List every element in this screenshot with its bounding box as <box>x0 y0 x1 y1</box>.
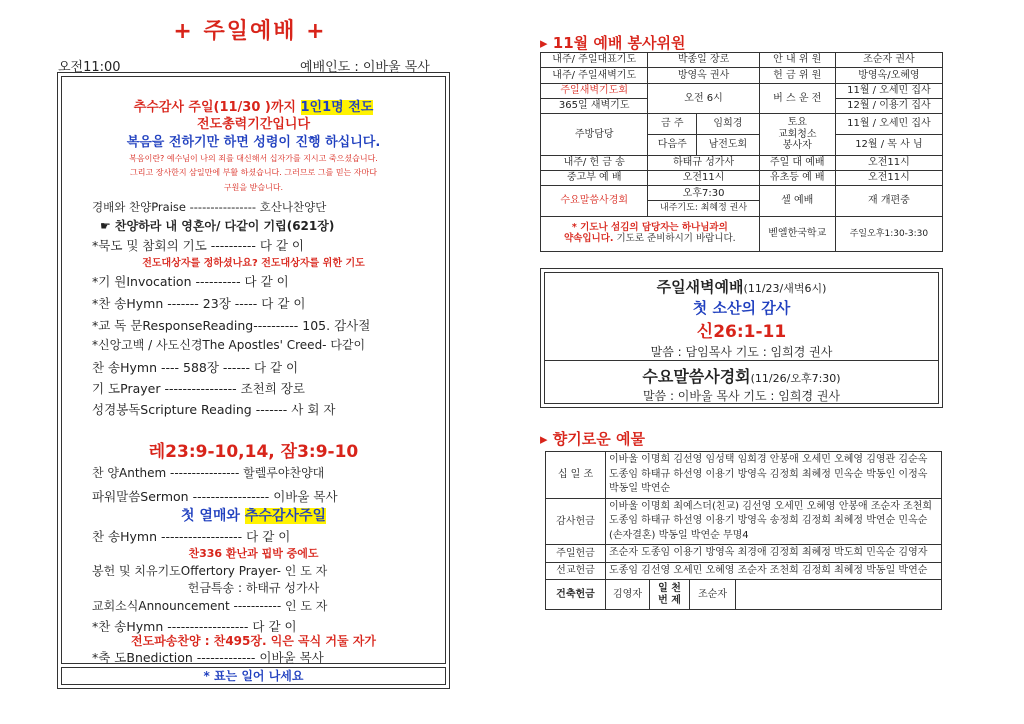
table-row <box>541 53 943 68</box>
table-cell: 조순자 도종임 이용기 방영옥 최경애 김정희 최혜정 박도희 민옥순 김영자 <box>606 545 942 563</box>
wed-title: 수요말씀사경회 <box>642 367 751 386</box>
order-scripture-reading: 성경봉독Scripture Reading ------- 사 회 자 <box>92 402 336 417</box>
table-cell: 주일새벽기도회 <box>541 83 648 98</box>
table-row <box>546 545 942 563</box>
table-cell: 안 내 위 원 <box>759 53 835 68</box>
dawn-title-sub: (11/23/새벽6시) <box>743 282 827 295</box>
dawn-credit: 말씀 : 담임목사 기도 : 임희경 권사 <box>650 345 833 359</box>
order-prayer: 기 도Prayer ---------------- 조천희 장로 <box>92 381 305 396</box>
table-cell: 365일 새벽기도 <box>541 98 648 113</box>
table-cell: 중고부 예 배 <box>541 170 648 185</box>
announce-line-1a: 추수감사 주일(11/30 )까지 <box>133 100 301 115</box>
table-cell: 내주기도: 최혜정 권사 <box>648 201 759 216</box>
table-cell: 수요말씀사경회 <box>541 186 648 217</box>
special-song: 헌금특송 : 하태규 성가사 <box>187 581 320 595</box>
table-cell: 도종임 김선영 오세민 오혜영 조순자 조천희 김정희 최혜정 박동일 박연순 <box>606 562 942 580</box>
order-announcement: 교회소식Announcement ----------- 인 도 자 <box>92 599 328 613</box>
table-row <box>541 186 943 201</box>
order-creed: *신앙고백 / 사도신경The Apostles' Creed- 다같이 <box>92 338 366 352</box>
table-cell: 벧엘한국학교 <box>759 216 835 251</box>
dawn-verse: 신26:1-11 <box>696 322 787 342</box>
note-line-2b: 기도로 준비하시기 바랍니다. <box>613 232 736 244</box>
table-cell: 주방담당 <box>541 114 648 156</box>
table-cell: 주일오후1:30-3:30 <box>835 216 942 251</box>
note-line-2a: 약속입니다. <box>563 232 614 244</box>
dawn-divider <box>544 360 939 361</box>
service-leader: 예배인도 : 이바울 목사 <box>300 60 430 75</box>
order-hymn-4: *찬 송Hymn ------------------ 다 같 이 <box>92 619 297 634</box>
table-row <box>541 83 943 98</box>
order-hymn-1: *찬 송Hymn ------- 23장 ----- 다 같 이 <box>92 296 306 311</box>
table-cell: 이바울 이명희 최예스더(친교) 김선영 오세민 오혜영 안봉애 조순자 조천희 도종임 하태규 하선영 이용기 방영옥 송정희 김정희 최혜정 박연순 민옥순(손자결혼) 박동일 박연순 무명4 <box>606 498 942 545</box>
table-cell: 12월 / 이용기 집사 <box>835 98 942 113</box>
table-cell: 주일헌금 <box>546 545 606 563</box>
committee-heading <box>540 32 686 53</box>
table-cell: 조순자 <box>690 580 736 610</box>
mission-song: 전도파송찬양 : 찬495장. 익은 곡식 거둘 자가 <box>131 634 376 648</box>
gospel-line-1: 복음이란? 예수님이 나의 죄를 대신해서 십자가를 지시고 죽으셨습니다. <box>129 154 378 163</box>
table-cell: 재 개편중 <box>835 186 942 217</box>
table-cell: 오전11시 <box>648 170 759 185</box>
table-cell: 십 일 조 <box>546 452 606 499</box>
table-cell: 내주/ 헌 금 송 <box>541 155 648 170</box>
evangelism-prayer: 전도대상자를 정하셨나요? 전도대상자를 위한 기도 <box>142 258 365 269</box>
order-silent-prayer: *묵도 및 참회의 기도 ---------- 다 같 이 <box>92 238 304 253</box>
table-cell: 조순자 권사 <box>835 53 942 68</box>
table-cell: 유초등 예 배 <box>759 170 835 185</box>
offerings-table <box>545 451 942 610</box>
table-cell: 하태규 성가사 <box>648 155 759 170</box>
offerings-heading <box>540 428 645 449</box>
table-cell: 일 천 번 제 <box>650 580 690 610</box>
sermon-title <box>66 505 441 525</box>
announce-line-1b: 1인1명 전도 <box>300 100 374 115</box>
hymn-3-song: 찬336 환난과 핍박 중에도 <box>188 547 319 560</box>
dawn-title: 주일새벽예배 <box>656 278 744 296</box>
stand-note: * 표는 일어 나세요 <box>61 667 446 685</box>
offerings-heading-text: 향기로운 예물 <box>552 430 645 448</box>
table-row <box>541 114 943 135</box>
table-cell: 방영옥 권사 <box>648 68 759 83</box>
gospel-line-3: 구원을 받습니다. <box>223 183 284 192</box>
committee-heading-text: 11월 예배 봉사위원 <box>552 34 686 52</box>
table-cell: 감사헌금 <box>546 498 606 545</box>
table-row <box>541 68 943 83</box>
table-cell: 버 스 운 전 <box>759 83 835 114</box>
table-cell: 오전 6시 <box>648 83 759 114</box>
sermon-title-a: 첫 열매와 <box>180 508 245 524</box>
table-cell: 남전도회 <box>697 134 760 155</box>
table-row <box>541 216 943 251</box>
table-row <box>541 170 943 185</box>
table-cell: 박종일 장로 <box>648 53 759 68</box>
table-cell: 토요 교회청소 봉사자 <box>759 114 835 156</box>
wed-title-sub: (11/26/오후7:30) <box>750 372 841 385</box>
table-row <box>541 155 943 170</box>
table-cell: 오전11시 <box>835 155 942 170</box>
announce-line-3: 복음을 전하기만 하면 성령이 진행 하십니다. <box>126 135 381 150</box>
note-line-1: * 기도나 섬김의 담당자는 하나님과의 <box>571 221 728 233</box>
bulletin-title: + 주일예배 + <box>173 19 327 44</box>
table-cell: 임희경 <box>697 114 760 135</box>
order-hymn-2: 찬 송Hymn ---- 588장 ------ 다 같 이 <box>92 360 299 375</box>
table-cell: 셀 예배 <box>759 186 835 217</box>
table-cell: 김영자 <box>606 580 650 610</box>
committee-table <box>540 52 943 252</box>
table-cell: 내주/ 주일대표기도 <box>541 53 648 68</box>
order-praise-song: ☛ 찬양하라 내 영혼아/ 다같이 기립(621장) <box>100 219 335 233</box>
table-cell: 다음주 <box>648 134 697 155</box>
heading-bullet-icon: ▸ <box>540 430 548 448</box>
sermon-title-b: 추수감사주일 <box>244 508 326 524</box>
order-offertory: 봉헌 및 치유기도Offertory Prayer- 인 도 자 <box>92 564 328 578</box>
dawn-title-line <box>544 276 939 297</box>
heading-bullet-icon: ▸ <box>540 34 548 52</box>
gospel-line-2: 그리고 장사한지 삼일만에 부활 하셨습니다. 그러므로 그를 믿는 자마다 <box>130 168 377 177</box>
table-cell: 선교헌금 <box>546 562 606 580</box>
table-cell: 금 주 <box>648 114 697 135</box>
table-cell: 오전11시 <box>835 170 942 185</box>
order-praise: 경배와 찬양Praise ---------------- 호산나찬양단 <box>92 200 327 214</box>
table-cell: 11월 / 오세민 집사 <box>835 114 942 135</box>
dawn-sermon: 첫 소산의 감사 <box>692 299 791 317</box>
service-time: 오전11:00 <box>58 60 121 75</box>
wed-title-line <box>544 364 939 387</box>
announce-line-2: 전도총력기간입니다 <box>196 117 311 132</box>
table-cell: 이바울 이명희 김선영 임성택 임희경 안봉애 오세민 오혜영 김영관 김순옥 도종임 하태규 하선영 이용기 방영옥 김정희 최혜정 민옥순 박동인 이정옥 박동일 박연순 <box>606 452 942 499</box>
wed-credit: 말씀 : 이바울 목사 기도 : 임희경 권사 <box>642 389 841 403</box>
table-cell <box>541 216 760 251</box>
table-cell: 11월 / 오세민 집사 <box>835 83 942 98</box>
table-row <box>546 580 942 610</box>
order-benediction: *축 도Bnediction ------------- 이바울 목사 <box>92 650 324 665</box>
scripture-reference: 레23:9-10,14, 잠3:9-10 <box>148 442 359 462</box>
order-reading: *교 독 문ResponseReading---------- 105. 감사절 <box>92 318 371 333</box>
table-row <box>546 452 942 499</box>
table-row <box>546 498 942 545</box>
order-sermon: 파워말씀Sermon ----------------- 이바울 목사 <box>92 489 338 504</box>
order-anthem: 찬 양Anthem ---------------- 할렐루야찬양대 <box>92 466 325 480</box>
table-cell: 12월 / 목 사 님 <box>835 134 942 155</box>
order-invocation: *기 원Invocation ---------- 다 같 이 <box>92 274 289 289</box>
table-cell: 주일 대 예배 <box>759 155 835 170</box>
table-cell: 오후7:30 <box>648 186 759 201</box>
table-cell <box>736 580 942 610</box>
table-row <box>546 562 942 580</box>
table-cell: 헌 금 위 원 <box>759 68 835 83</box>
order-hymn-3: 찬 송Hymn ------------------ 다 같 이 <box>92 529 291 544</box>
table-cell: 방영옥/오혜영 <box>835 68 942 83</box>
table-cell: 내주/ 주일새벽기도 <box>541 68 648 83</box>
table-cell: 건축헌금 <box>546 580 606 610</box>
